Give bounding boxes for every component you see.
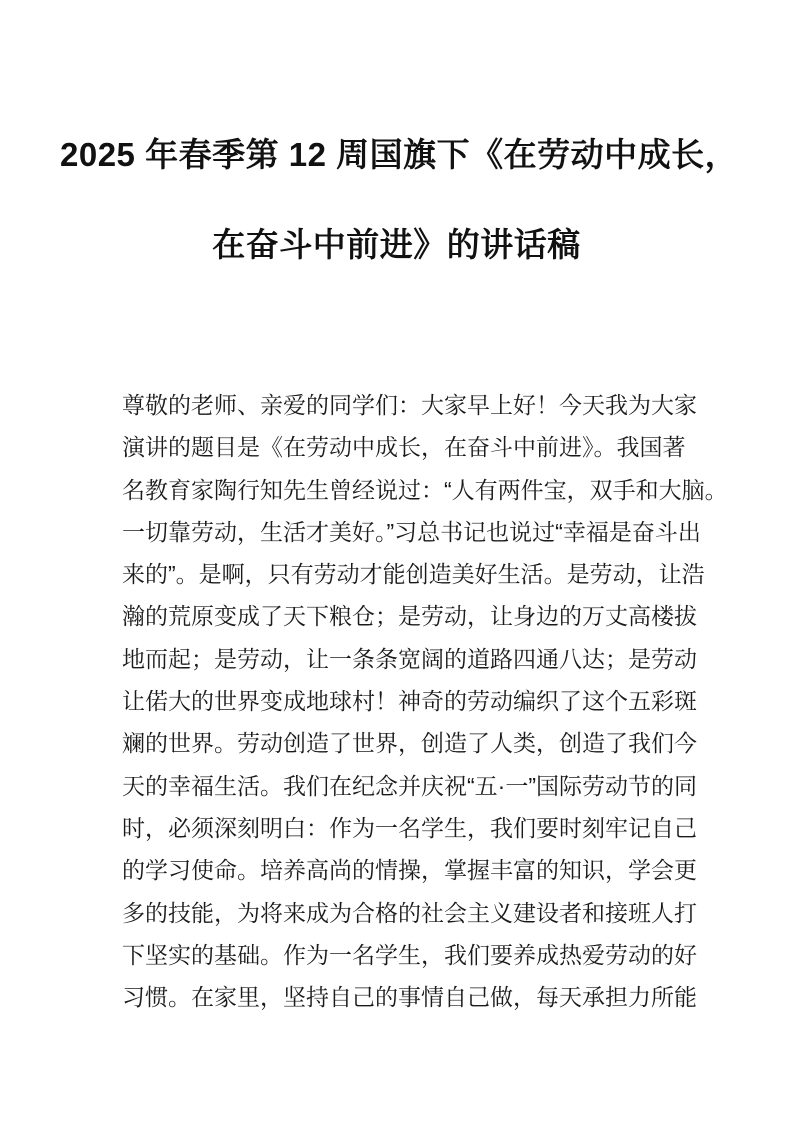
body-line: 演讲的题目是《在劳动中成长，在奋斗中前进》。我国著	[122, 434, 686, 461]
title-line: 在奋斗中前进》的讲话稿	[212, 226, 581, 263]
document-title	[60, 110, 739, 290]
body-line: 地而起；是劳动，让一条条宽阔的道路四通八达；是劳动	[122, 645, 697, 672]
title-line: 2025 年春季第 12 周国旗下《在劳动中成长，	[60, 136, 739, 173]
document-body	[122, 384, 728, 1018]
body-line: 瀚的荒原变成了天下粮仓；是劳动，让身边的万丈高楼拔	[122, 603, 697, 630]
body-line: 天的幸福生活。我们在纪念并庆祝“五·一”国际劳动节的同	[122, 772, 697, 799]
body-line: 名教育家陶行知先生曾经说过：“人有两件宝，双手和大脑。	[122, 476, 728, 503]
body-line: 斓的世界。劳动创造了世界，创造了人类，创造了我们今	[122, 730, 697, 757]
body-line: 让偌大的世界变成地球村！神奇的劳动编织了这个五彩斑	[122, 688, 697, 715]
body-line: 来的”。是啊，只有劳动才能创造美好生活。是劳动，让浩	[122, 561, 705, 588]
body-line: 的学习使命。培养高尚的情操，掌握丰富的知识，学会更	[122, 857, 697, 884]
body-line: 一切靠劳动，生活才美好。”习总书记也说过“幸福是奋斗出	[122, 518, 701, 545]
body-line: 习惯。在家里，坚持自己的事情自己做，每天承担力所能	[122, 984, 697, 1011]
body-line: 尊敬的老师、亲爱的同学们：大家早上好！今天我为大家	[122, 392, 697, 418]
body-line: 多的技能，为将来成为合格的社会主义建设者和接班人打	[122, 899, 697, 926]
body-line: 下坚实的基础。作为一名学生，我们要养成热爱劳动的好	[122, 941, 697, 968]
body-line: 时，必须深刻明白：作为一名学生，我们要时刻牢记自己	[122, 814, 697, 841]
